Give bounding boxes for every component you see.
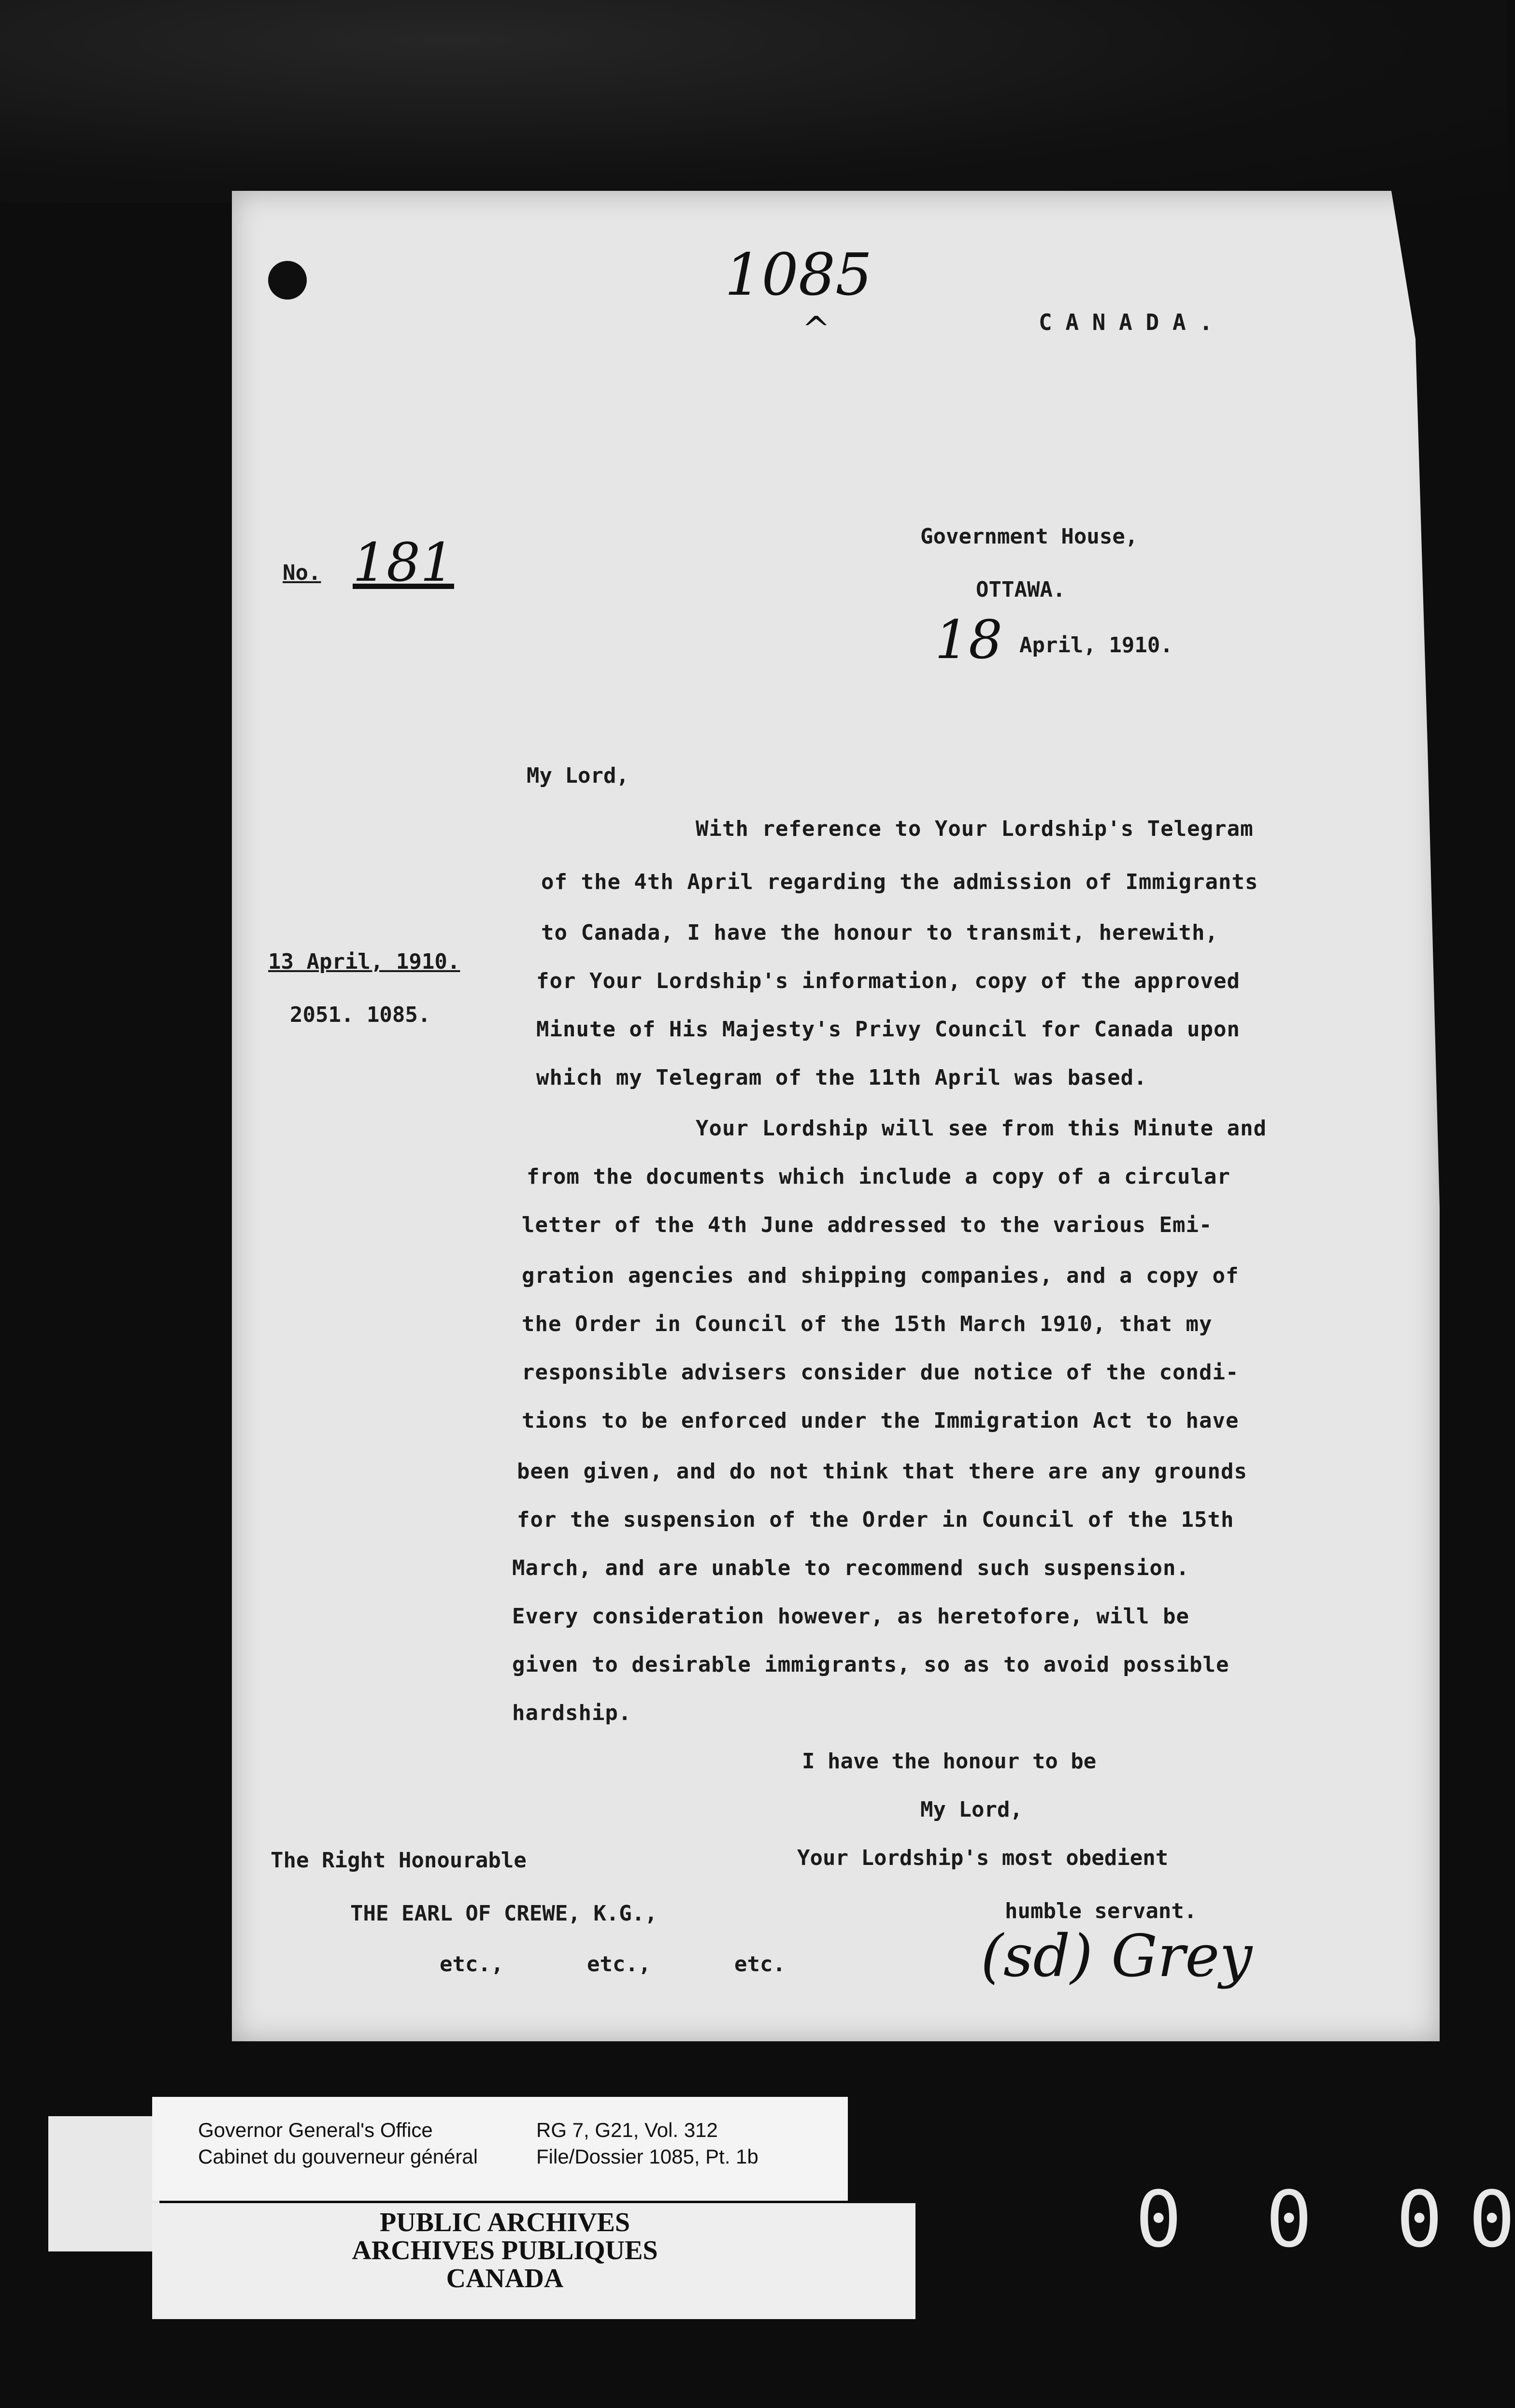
paragraph-2-line: been given, and do not think that there are any grounds [517,1459,1247,1484]
paragraph-1-line: for Your Lordship's information, copy of the approved [536,969,1240,993]
address-line-1: Government House, [920,524,1138,549]
counter-digit: 0 [1266,2174,1313,2265]
signature-handwritten: (sd) Grey [981,1923,1253,1990]
despatch-label: No. [283,560,321,585]
punch-hole [268,261,307,300]
paragraph-1-line: to Canada, I have the honour to transmit, herewith, [541,920,1219,945]
address-line-2: OTTAWA. [976,577,1066,602]
paragraph-2-line: gration agencies and shipping companies, and a copy of [522,1263,1239,1288]
paragraph-2-line: letter of the 4th June addressed to the various Emi- [522,1213,1213,1237]
file-number-handwritten: 1085 [725,242,872,309]
frame-counter [1135,2174,1515,2265]
country-header: C A N A D A . [1039,309,1213,335]
counter-digit: 0 [1135,2174,1182,2265]
margin-note-refs: 2051. 1085. [290,1003,431,1027]
paragraph-1-line: of the 4th April regarding the admission of Immigrants [541,870,1258,894]
date-rest: April, 1910. [1019,633,1173,658]
margin-note-date: 13 April, 1910. [268,949,460,974]
addressee-etc-3: etc. [734,1952,786,1977]
paragraph-2-line: Every consideration however, as heretofore, will be [512,1604,1190,1629]
counter-digit: 0 [1396,2174,1443,2265]
ref-line-1: RG 7, G21, Vol. 312 [536,2119,718,2141]
archives-line-3: CANADA [446,2264,564,2293]
paragraph-2-line: March, and are unable to recommend such suspension. [512,1556,1190,1580]
paragraph-1-line: With reference to Your Lordship's Telegram [696,817,1254,841]
addressee-line-2: THE EARL OF CREWE, K.G., [350,1901,657,1926]
paragraph-2-line: the Order in Council of the 15th March 1910, that my [522,1312,1213,1336]
closing-line-1: I have the honour to be [802,1749,1097,1774]
paragraph-2-line: Your Lordship will see from this Minute and [696,1116,1267,1141]
paragraph-1-line: which my Telegram of the 11th April was based. [536,1065,1147,1090]
paragraph-2-line: hardship. [512,1701,632,1725]
paragraph-1-line: Minute of His Majesty's Privy Council for Canada upon [536,1017,1240,1042]
despatch-number-handwritten: 181 [353,531,454,593]
closing-line-4: humble servant. [1005,1899,1197,1923]
salutation: My Lord, [527,763,629,788]
addressee-line-1: The Right Honourable [271,1848,527,1873]
paragraph-2-line: tions to be enforced under the Immigration Act to have [522,1408,1239,1433]
ref-line-2: File/Dossier 1085, Pt. 1b [536,2145,758,2168]
addressee-etc-2: etc., [587,1952,651,1977]
film-edge [0,0,1507,203]
paragraph-2-line: from the documents which include a copy of a circular [527,1164,1230,1189]
paragraph-2-line: given to desirable immigrants, so as to avoid possible [512,1652,1229,1677]
paragraph-2-line: for the suspension of the Order in Council of the 15th [517,1507,1234,1532]
caret-mark: ^ [802,309,830,349]
archives-line-1: PUBLIC ARCHIVES [379,2207,630,2237]
office-fr: Cabinet du gouverneur général [198,2145,478,2168]
office-en: Governor General's Office [198,2119,433,2141]
paragraph-2-line: responsible advisers consider due notice of the condi- [522,1360,1239,1385]
label-strip [48,2116,159,2251]
date-day-handwritten: 18 [935,609,1002,671]
addressee-etc-1: etc., [440,1952,504,1977]
closing-line-3: Your Lordship's most obedient [797,1846,1169,1870]
archives-line-2: ARCHIVES PUBLIQUES [352,2236,658,2265]
archives-stamp-card [152,2203,915,2319]
counter-digit: 0 [1469,2174,1515,2265]
archive-reference-card [152,2097,848,2201]
closing-line-2: My Lord, [920,1797,1023,1822]
